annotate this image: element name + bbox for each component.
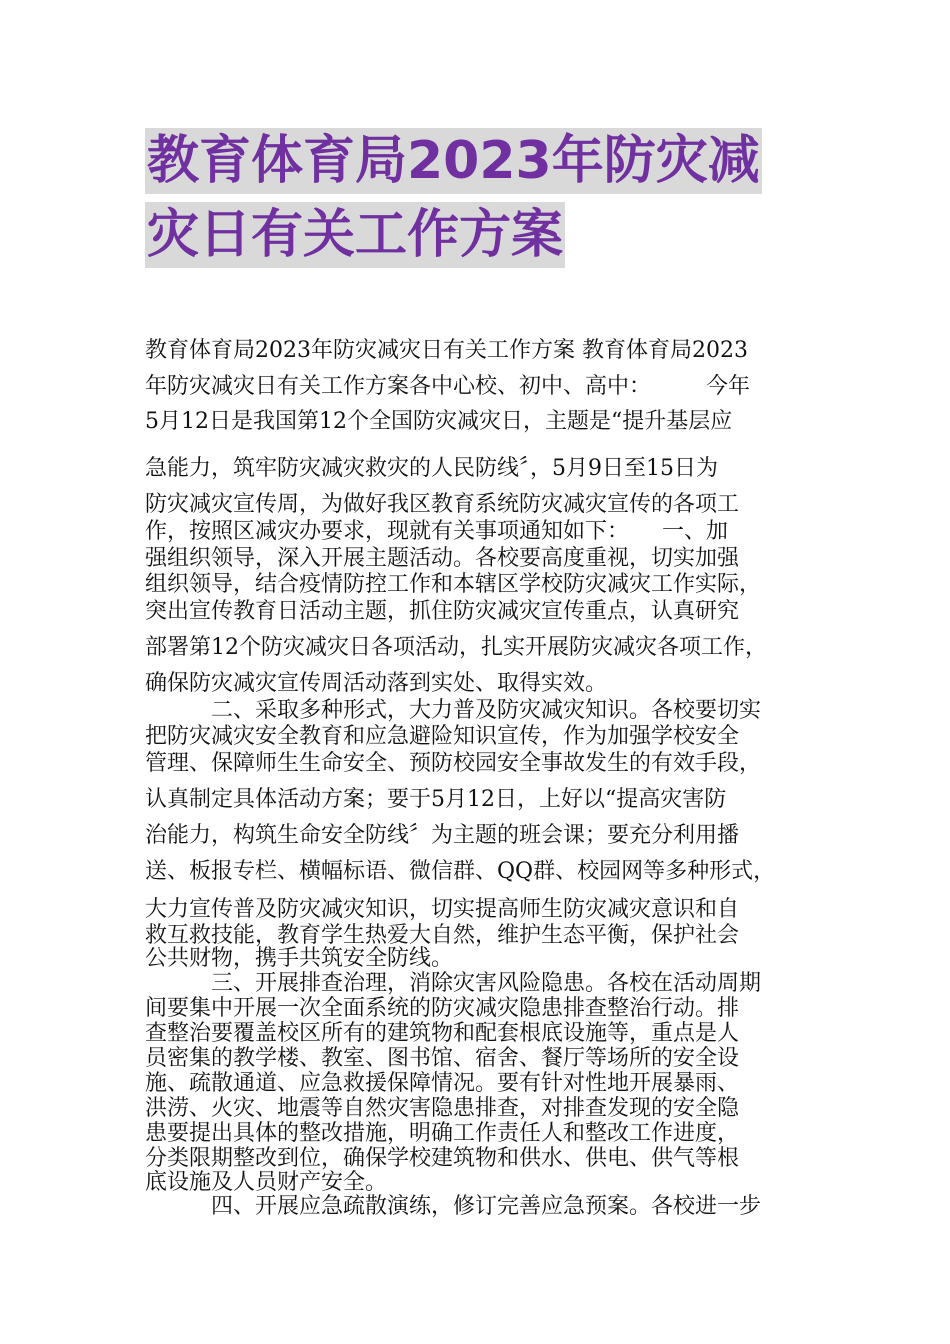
body-line: 二、采取多种形式，大力普及防灾减灾知识。各校要切实 bbox=[145, 698, 762, 723]
body-line: 洪涝、火灾、地震等自然灾害隐患排查，对排查发现的安全隐 bbox=[145, 1096, 740, 1121]
body-line: 患要提出具体的整改措施，明确工作责任人和整改工作进度， bbox=[145, 1121, 740, 1146]
body-line: 急能力，筑牢防灾减灾救灾的人民防线〞，5月9日至15日为 bbox=[145, 456, 718, 481]
body-line: 5月12日是我国第12个全国防灾减灾日，主题是“提升基层应 bbox=[145, 409, 733, 434]
body-line: 员密集的教学楼、教室、图书馆、宿舍、餐厅等场所的安全设 bbox=[145, 1046, 740, 1071]
body-line: 底设施及人员财产安全。 bbox=[145, 1170, 388, 1195]
body-line: 把防灾减灾安全教育和应急避险知识宣传，作为加强学校安全 bbox=[145, 724, 740, 749]
body-line: 认真制定具体活动方案；要于5月12日，上好以“提高灾害防 bbox=[145, 787, 727, 812]
body-line: 年防灾减灾日有关工作方案各中心校、初中、高中： 今年 bbox=[145, 374, 751, 399]
body-line: 治能力，构筑生命安全防线〞为主题的班会课；要充分利用播 bbox=[145, 823, 740, 848]
body-line: 组织领导，结合疫情防控工作和本辖区学校防灾减灾工作实际， bbox=[145, 572, 762, 597]
body-line: 防灾减灾宣传周，为做好我区教育系统防灾减灾宣传的各项工 bbox=[145, 492, 740, 517]
body-line: 强组织领导，深入开展主题活动。各校要高度重视，切实加强 bbox=[145, 546, 740, 571]
body-line: 大力宣传普及防灾减灾知识，切实提高师生防灾减灾意识和自 bbox=[145, 897, 740, 922]
title-line-1: 教育体育局2023年防灾减 bbox=[145, 128, 762, 194]
body-line: 查整治要覆盖校区所有的建筑物和配套根底设施等，重点是人 bbox=[145, 1021, 740, 1046]
body-line: 施、疏散通道、应急救援保障情况。要有针对性地开展暴雨、 bbox=[145, 1071, 740, 1096]
body-line: 三、开展排查治理，消除灾害风险隐患。各校在活动周期 bbox=[145, 971, 762, 996]
body-line: 救互救技能，教育学生热爱大自然，维护生态平衡，保护社会 bbox=[145, 923, 740, 948]
body-line: 送、板报专栏、横幅标语、微信群、QQ群、校园网等多种形式， bbox=[145, 859, 776, 884]
body-line: 管理、保障师生生命安全、预防校园安全事故发生的有效手段， bbox=[145, 751, 762, 776]
document-title bbox=[145, 128, 825, 268]
body-line: 突出宣传教育日活动主题，抓住防灾减灾宣传重点，认真研究 bbox=[145, 599, 740, 624]
body-line: 确保防灾减灾宣传周活动落到实处、取得实效。 bbox=[145, 671, 608, 696]
body-line: 四、开展应急疏散演练，修订完善应急预案。各校进一步 bbox=[145, 1194, 762, 1219]
title-line-2: 灾日有关工作方案 bbox=[145, 202, 565, 268]
body-line: 作，按照区减灾办要求，现就有关事项通知如下： 一、加 bbox=[145, 519, 729, 544]
body-line: 部署第12个防灾减灾日各项活动，扎实开展防灾减灾各项工作， bbox=[145, 635, 767, 660]
body-line: 分类限期整改到位，确保学校建筑物和供水、供电、供气等根 bbox=[145, 1146, 740, 1171]
body-line: 教育体育局2023年防灾减灾日有关工作方案 教育体育局2023 bbox=[145, 338, 748, 363]
body-line: 间要集中开展一次全面系统的防灾减灾隐患排查整治行动。排 bbox=[145, 996, 740, 1021]
body-line: 公共财物，携手共筑安全防线。 bbox=[145, 946, 454, 971]
